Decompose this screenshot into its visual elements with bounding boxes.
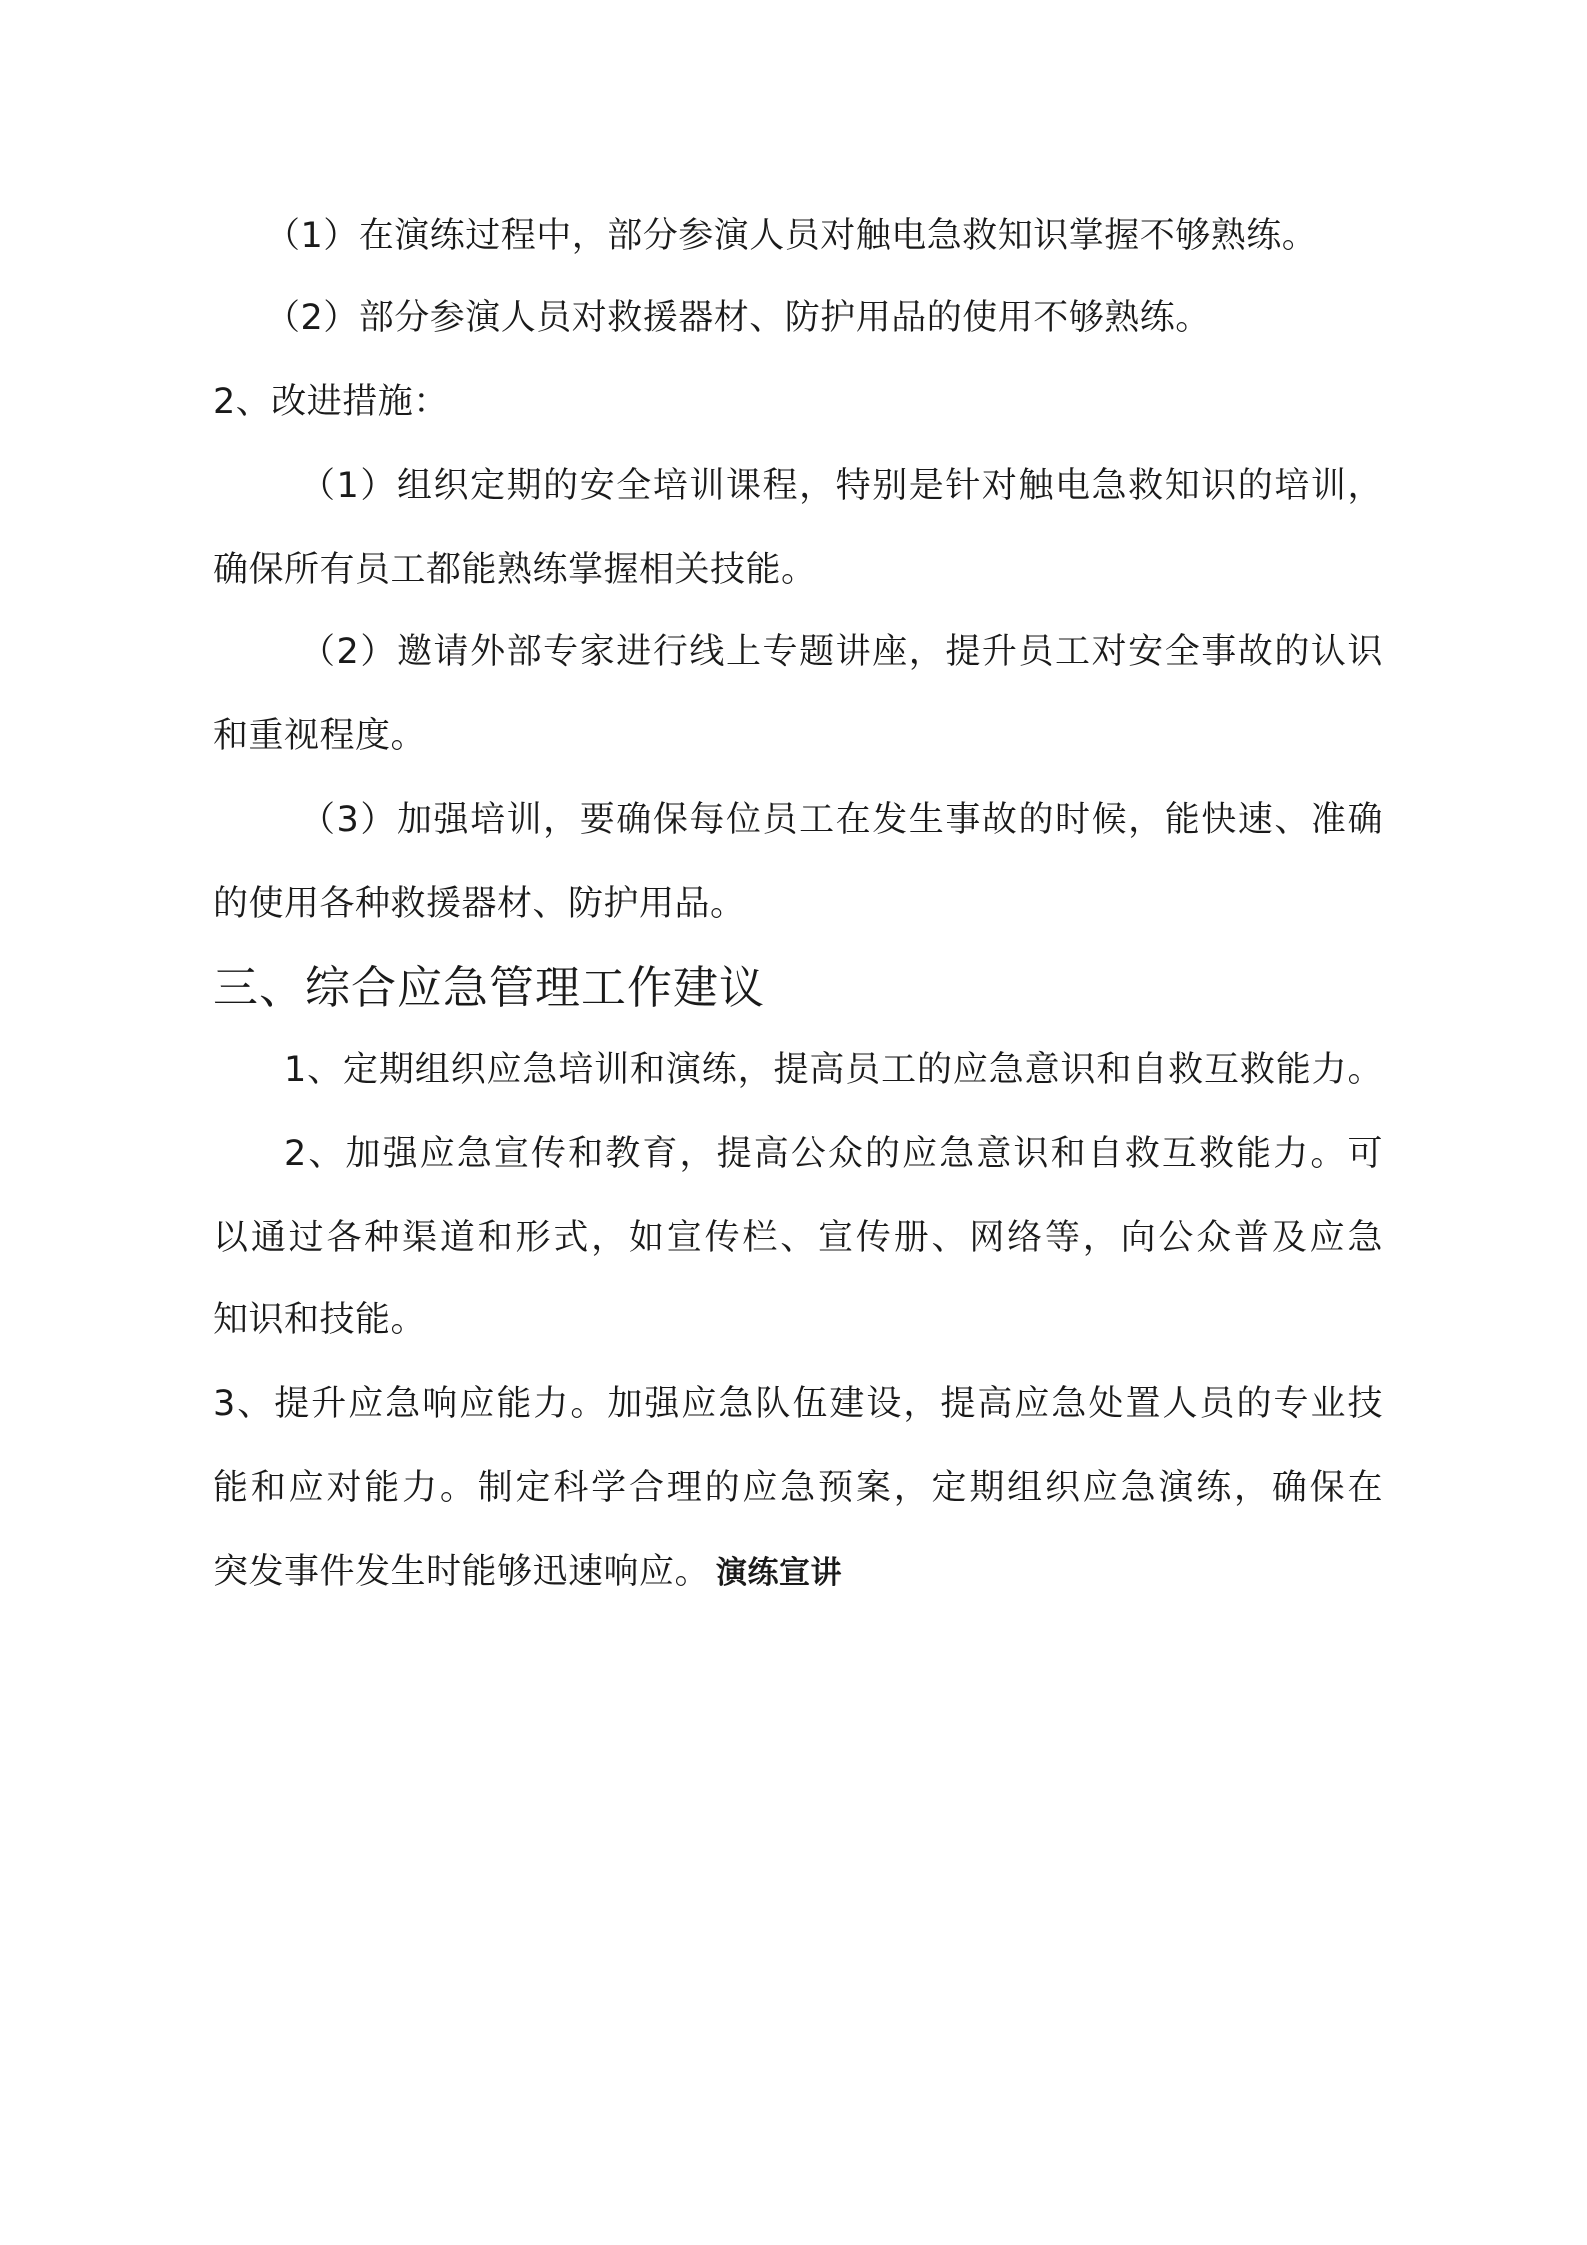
measure-3-line-2: 的使用各种救援器材、防护用品。 — [213, 884, 746, 924]
suggestion-2-line-3: 知识和技能。 — [213, 1300, 427, 1340]
inline-tag: 演练宣讲 — [716, 1555, 843, 1591]
improvements-heading: 2、改进措施： — [213, 382, 449, 422]
suggestion-3-line-1: 3、提升应急响应能力。加强应急队伍建设，提高应急处置人员的专业技 — [213, 1384, 1383, 1424]
suggestion-2-line-1: 2、加强应急宣传和教育，提高公众的应急意识和自救互救能力。可 — [284, 1134, 1383, 1174]
suggestion-1: 1、定期组织应急培训和演练，提高员工的应急意识和自救互救能力。 — [284, 1050, 1383, 1090]
section-3-title: 三、综合应急管理工作建议 — [213, 961, 766, 1014]
suggestion-3-line-2: 能和应对能力。制定科学合理的应急预案，定期组织应急演练，确保在 — [213, 1468, 1383, 1508]
measure-2-line-2: 和重视程度。 — [213, 716, 427, 756]
suggestion-3-line-3-text: 突发事件发生时能够迅速响应。 — [213, 1552, 711, 1592]
measure-1-line-1: （1）组织定期的安全培训课程，特别是针对触电急救知识的培训， — [300, 466, 1383, 506]
measure-1-line-2: 确保所有员工都能熟练掌握相关技能。 — [213, 550, 817, 590]
measure-2-line-1: （2）邀请外部专家进行线上专题讲座，提升员工对安全事故的认识 — [300, 632, 1383, 672]
problem-item-2: （2）部分参演人员对救援器材、防护用品的使用不够熟练。 — [265, 298, 1211, 338]
problem-item-1: （1）在演练过程中，部分参演人员对触电急救知识掌握不够熟练。 — [265, 216, 1318, 256]
suggestion-2-line-2: 以通过各种渠道和形式，如宣传栏、宣传册、网络等，向公众普及应急 — [213, 1218, 1383, 1258]
measure-3-line-1: （3）加强培训，要确保每位员工在发生事故的时候，能快速、准确 — [300, 800, 1383, 840]
suggestion-3-line-3 — [213, 1550, 1383, 1595]
